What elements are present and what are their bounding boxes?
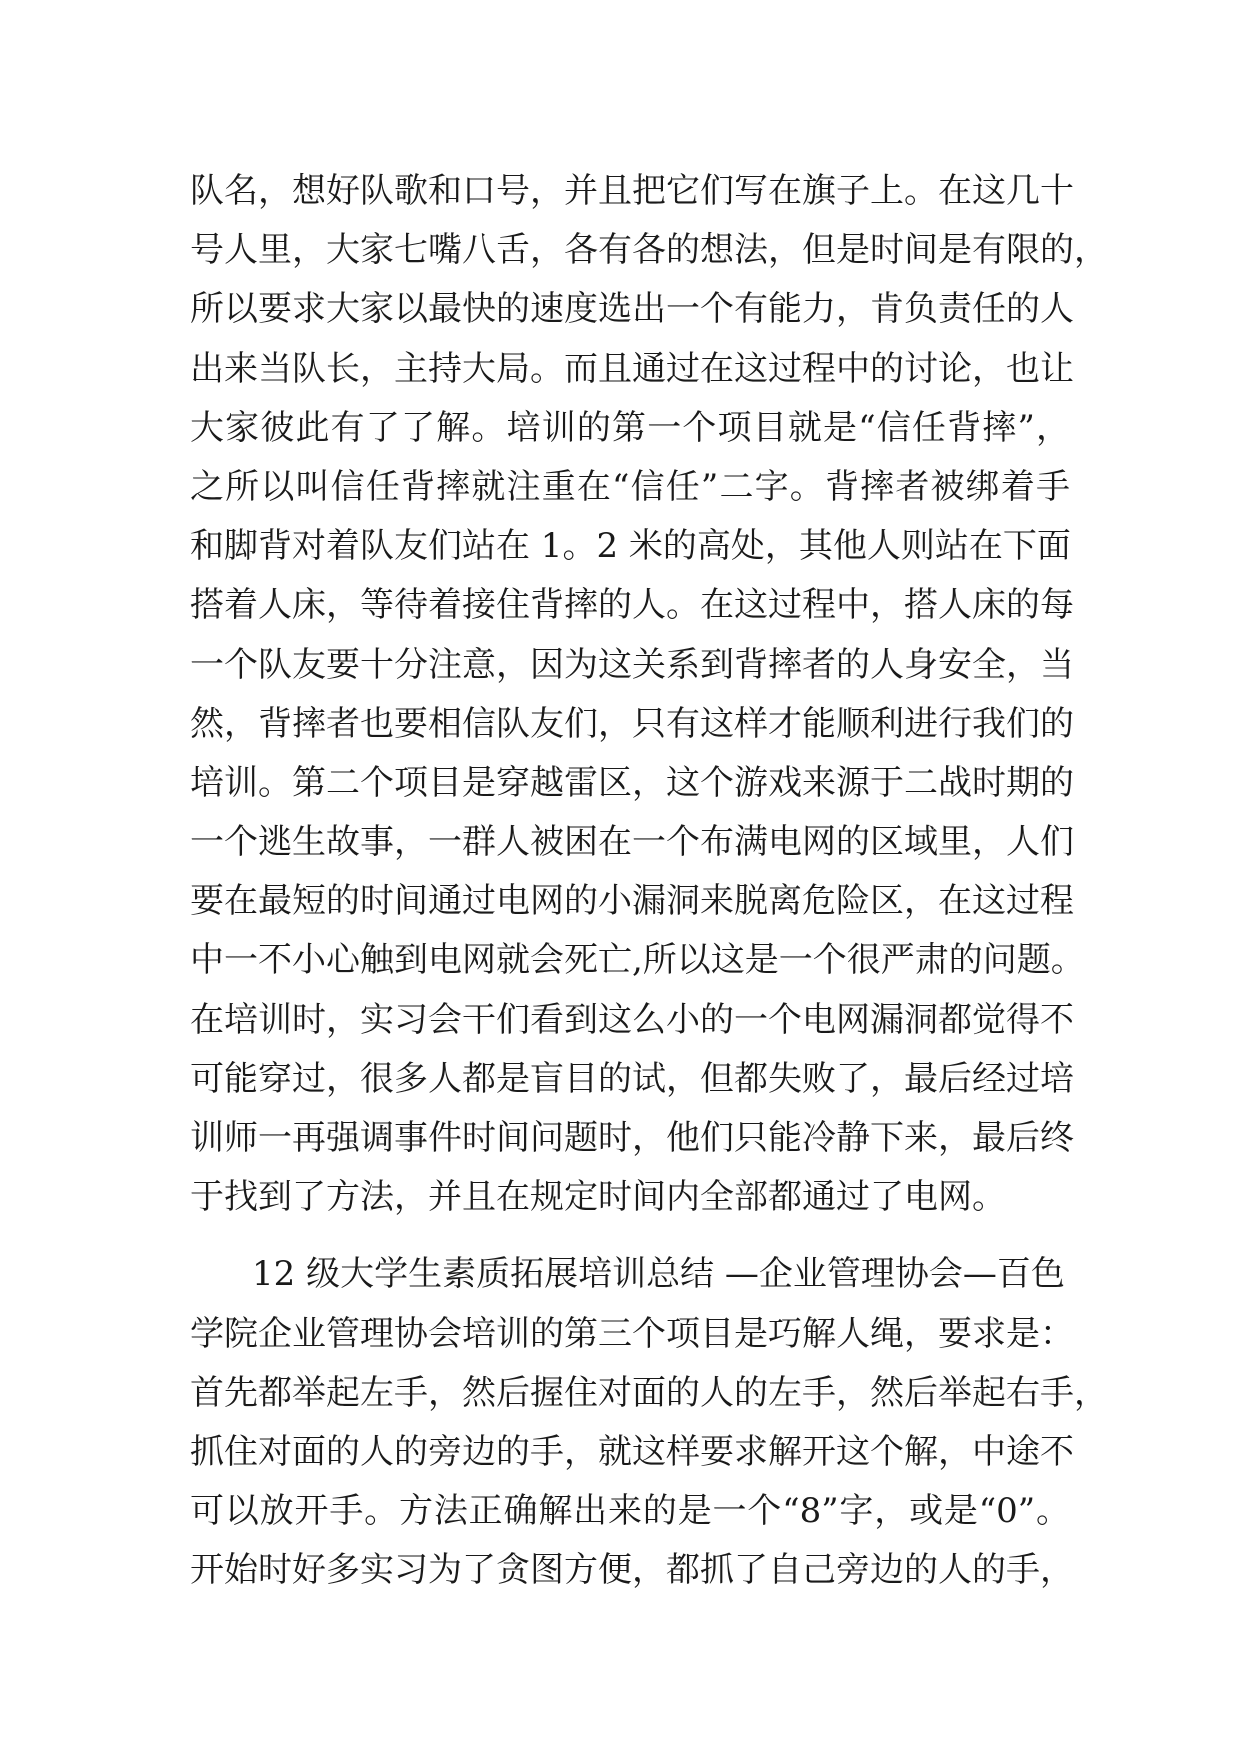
paragraph-line: 搭着人床，等待着接住背摔的人。在这过程中，搭人床的每: [190, 585, 1074, 626]
paragraph-line: 一个队友要十分注意，因为这关系到背摔者的人身安全，当: [190, 644, 1074, 685]
paragraph-line: 中一不小心触到电网就会死亡,所以这是一个很严肃的问题。: [190, 940, 1085, 981]
paragraph-1: [190, 162, 1108, 1227]
paragraph-line: 和脚背对着队友们站在 1。2 米的高处，其他人则站在下面: [190, 526, 1071, 567]
paragraph-line: 培训。第二个项目是穿越雷区，这个游戏来源于二战时期的: [190, 762, 1074, 803]
paragraph-line: 要在最短的时间通过电网的小漏洞来脱离危险区，在这过程: [190, 881, 1074, 922]
paragraph-2: [190, 1245, 1108, 1600]
paragraph-line: 之所以叫信任背摔就注重在“信任”二字。背摔者被绑着手: [190, 466, 1070, 507]
paragraph-line: 大家彼此有了了解。培训的第一个项目就是“信任背摔”，: [190, 407, 1070, 448]
paragraph-line: 可以放开手。方法正确解出来的是一个“8”字，或是“0”。: [190, 1491, 1070, 1532]
paragraph-line: 于找到了方法，并且在规定时间内全部都通过了电网。: [190, 1177, 1006, 1218]
paragraph-line: 然，背摔者也要相信队友们，只有这样才能顺利进行我们的: [190, 703, 1074, 744]
paragraph-line: 学院企业管理协会培训的第三个项目是巧解人绳，要求是：: [190, 1313, 1074, 1354]
paragraph-line: 抓住对面的人的旁边的手，就这样要求解开这个解，中途不: [190, 1431, 1074, 1472]
paragraph-line: 训师一再强调事件时间问题时，他们只能冷静下来，最后终: [190, 1118, 1074, 1158]
paragraph-line: 号人里，大家七嘴八舌，各有各的想法，但是时间是有限的，: [190, 230, 1108, 271]
paragraph-line: 出来当队长，主持大局。而且通过在这过程中的讨论，也让: [190, 348, 1074, 389]
paragraph-gap: [190, 1227, 1070, 1245]
paragraph-line: 一个逃生故事，一群人被困在一个布满电网的区域里，人们: [190, 822, 1074, 863]
paragraph-line: 在培训时，实习会干们看到这么小的一个电网漏洞都觉得不: [190, 999, 1074, 1040]
paragraph-line: 所以要求大家以最快的速度选出一个有能力，肯负责任的人: [190, 289, 1074, 330]
paragraph-line: 队名，想好队歌和口号，并且把它们写在旗子上。在这几十: [190, 171, 1074, 211]
paragraph-line: 首先都举起左手，然后握住对面的人的左手，然后举起右手，: [190, 1372, 1108, 1413]
paragraph-line: 开始时好多实习为了贪图方便，都抓了自己旁边的人的手，: [190, 1550, 1074, 1591]
paragraph-line: 可能穿过，很多人都是盲目的试，但都失败了，最后经过培: [190, 1058, 1074, 1099]
document-body: [190, 162, 1108, 1601]
paragraph-line: 12 级大学生素质拓展培训总结 —企业管理协会—百色: [252, 1254, 1065, 1295]
